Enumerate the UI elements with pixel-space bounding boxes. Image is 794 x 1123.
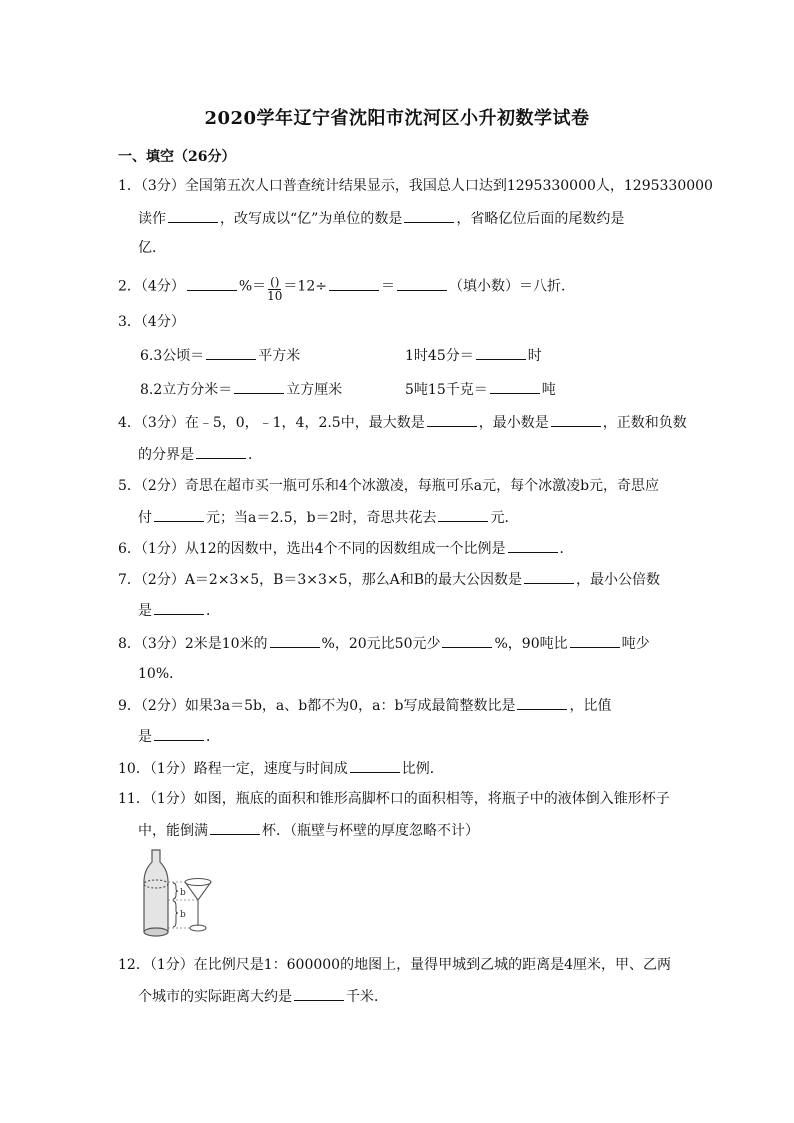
q3-item-a [140, 345, 300, 365]
q2-prefix: 2．（4分） [118, 278, 185, 295]
answer-blank[interactable] [517, 695, 567, 710]
q9-line1 [118, 695, 611, 716]
q8-line2: 10%． [138, 666, 184, 682]
q7-line1 [118, 569, 660, 590]
bottle-and-goblet-figure [142, 848, 214, 942]
q4-text-c: ，正数和负数 [602, 415, 687, 431]
q10-line [118, 758, 444, 779]
q1-text-c: ，省略亿位后面的尾数约是 [456, 211, 625, 227]
q12-line1: 12．（1分）在比例尺是1：600000的地图上，量得甲城到乙城的距离是4厘米，甲、乙两 [118, 957, 671, 973]
q9-text-c: 是 [138, 729, 152, 745]
q3-a-unit: 平方米 [258, 348, 301, 364]
q4-text-b: ，最小数是 [478, 415, 549, 431]
q3-item-b [405, 345, 542, 365]
q11-text-b: 杯．（瓶壁与杯壁的厚度忽略不计） [262, 823, 479, 839]
answer-blank[interactable] [490, 379, 540, 394]
fig-label-b-upper: b [180, 888, 186, 898]
exam-title: 2020学年辽宁省沈阳市沈河区小升初数学试卷 [204, 108, 590, 129]
q5-text-c: 元． [490, 510, 519, 526]
bottle-icon [144, 850, 168, 936]
answer-blank[interactable] [350, 758, 400, 773]
fraction [267, 276, 282, 303]
q10-text-b: 比例． [401, 761, 444, 777]
q5-line2 [138, 507, 518, 528]
q8-text-a: 8．（3分）2米是10米的 [118, 636, 268, 652]
answer-blank[interactable] [438, 507, 488, 522]
q12-text-a: 个城市的实际距离大约是 [138, 989, 292, 1005]
q4-line1 [118, 412, 687, 433]
q7-text-d: ． [206, 603, 220, 619]
q4-text-e: ． [248, 447, 262, 463]
q3-label: 3．（4分） [118, 314, 185, 330]
q12-line2 [138, 986, 388, 1007]
q2-eq2: ＝ [380, 278, 395, 295]
q8-line1 [118, 633, 650, 654]
q11-line2 [138, 820, 479, 841]
q1-line3: 亿． [138, 240, 166, 256]
goblet-icon [185, 879, 211, 932]
answer-blank[interactable] [508, 538, 558, 553]
q9-text-d: ． [206, 729, 220, 745]
answer-blank[interactable] [442, 633, 492, 648]
section-heading: 一、填空（26分） [118, 149, 236, 165]
q1-line1: 1．（3分）全国第五次人口普查统计结果显示，我国总人口达到1295330000人，1295330000 [118, 178, 713, 194]
q11-text-a: 中，能倒满 [138, 823, 208, 839]
answer-blank[interactable] [397, 276, 447, 291]
q3-c-unit: 立方厘米 [286, 382, 343, 398]
fraction-denominator: 10 [267, 289, 283, 303]
q2-line [118, 273, 575, 303]
answer-blank[interactable] [404, 208, 454, 223]
answer-blank[interactable] [234, 379, 284, 394]
q9-line2 [138, 726, 220, 747]
answer-blank[interactable] [524, 569, 574, 584]
q3-a-text: 6.3公顷＝ [140, 348, 205, 364]
fig-label-b-lower: b [180, 910, 186, 920]
answer-blank[interactable] [154, 600, 204, 615]
q12-text-b: 千米． [346, 989, 388, 1005]
q5-text-b: 元；当a＝2.5，b＝2时，奇思共花去 [206, 510, 437, 526]
q3-item-d [405, 379, 556, 399]
q7-text-a: 7．（2分）A＝2×3×5，B＝3×3×5，那么A和B的最大公因数是 [118, 572, 522, 588]
q8-text-c: %，90吨比 [494, 636, 568, 652]
q5-line1: 5．（2分）奇思在超市买一瓶可乐和4个冰激凌，每瓶可乐a元，每个冰激凌b元，奇思应 [118, 478, 660, 494]
q3-item-c [140, 379, 342, 399]
q8-text-b: %，20元比50元少 [321, 636, 441, 652]
answer-blank[interactable] [196, 444, 246, 459]
answer-blank[interactable] [329, 276, 379, 291]
q6-text-b: ． [559, 541, 574, 557]
q3-b-unit: 时 [527, 348, 542, 364]
q5-text-a: 付 [138, 510, 152, 526]
q4-line2 [138, 444, 262, 465]
answer-blank[interactable] [206, 345, 256, 360]
q8-text-d: 吨少 [621, 636, 650, 652]
q2-suffix: （填小数）＝八折． [448, 278, 575, 295]
q7-text-b: ，最小公倍数 [575, 572, 660, 588]
q4-text-a: 4．（3分）在﹣5，0，﹣1，4，2.5中，最大数是 [118, 415, 425, 431]
q7-line2 [138, 600, 220, 621]
answer-blank[interactable] [551, 412, 601, 427]
q3-b-text: 1时45分＝ [405, 348, 474, 364]
q6-line [118, 538, 574, 559]
answer-blank[interactable] [168, 208, 218, 223]
answer-blank[interactable] [476, 345, 526, 360]
q1-line2 [138, 208, 624, 229]
q9-text-b: ，比值 [569, 698, 612, 714]
q1-text-a: 读作 [138, 211, 166, 227]
q7-text-c: 是 [138, 603, 152, 619]
fraction-numerator: () [270, 275, 280, 289]
answer-blank[interactable] [570, 633, 620, 648]
answer-blank[interactable] [154, 726, 204, 741]
q3-c-text: 8.2立方分米＝ [140, 382, 233, 398]
q9-text-a: 9．（2分）如果3a＝5b，a、b都不为0，a：b写成最简整数比是 [118, 698, 516, 714]
q4-text-d: 的分界是 [138, 447, 194, 463]
answer-blank[interactable] [154, 507, 204, 522]
q11-line1: 11．（1分）如图，瓶底的面积和锥形高脚杯口的面积相等，将瓶子中的液体倒入锥形杯子 [118, 791, 670, 807]
answer-blank[interactable] [187, 276, 237, 291]
answer-blank[interactable] [210, 820, 260, 835]
answer-blank[interactable] [294, 986, 344, 1001]
answer-blank[interactable] [427, 412, 477, 427]
q3-d-text: 5吨15千克＝ [405, 382, 488, 398]
answer-blank[interactable] [270, 633, 320, 648]
q2-percent: %＝ [238, 278, 267, 295]
q3-d-unit: 吨 [541, 382, 556, 398]
q2-eq1: ＝12÷ [283, 278, 327, 295]
q6-text-a: 6．（1分）从12的因数中，选出4个不同的因数组成一个比例是 [118, 541, 506, 557]
q10-text-a: 10．（1分）路程一定，速度与时间成 [118, 761, 348, 777]
q1-text-b: ，改写成以“亿”为单位的数是 [220, 211, 403, 227]
